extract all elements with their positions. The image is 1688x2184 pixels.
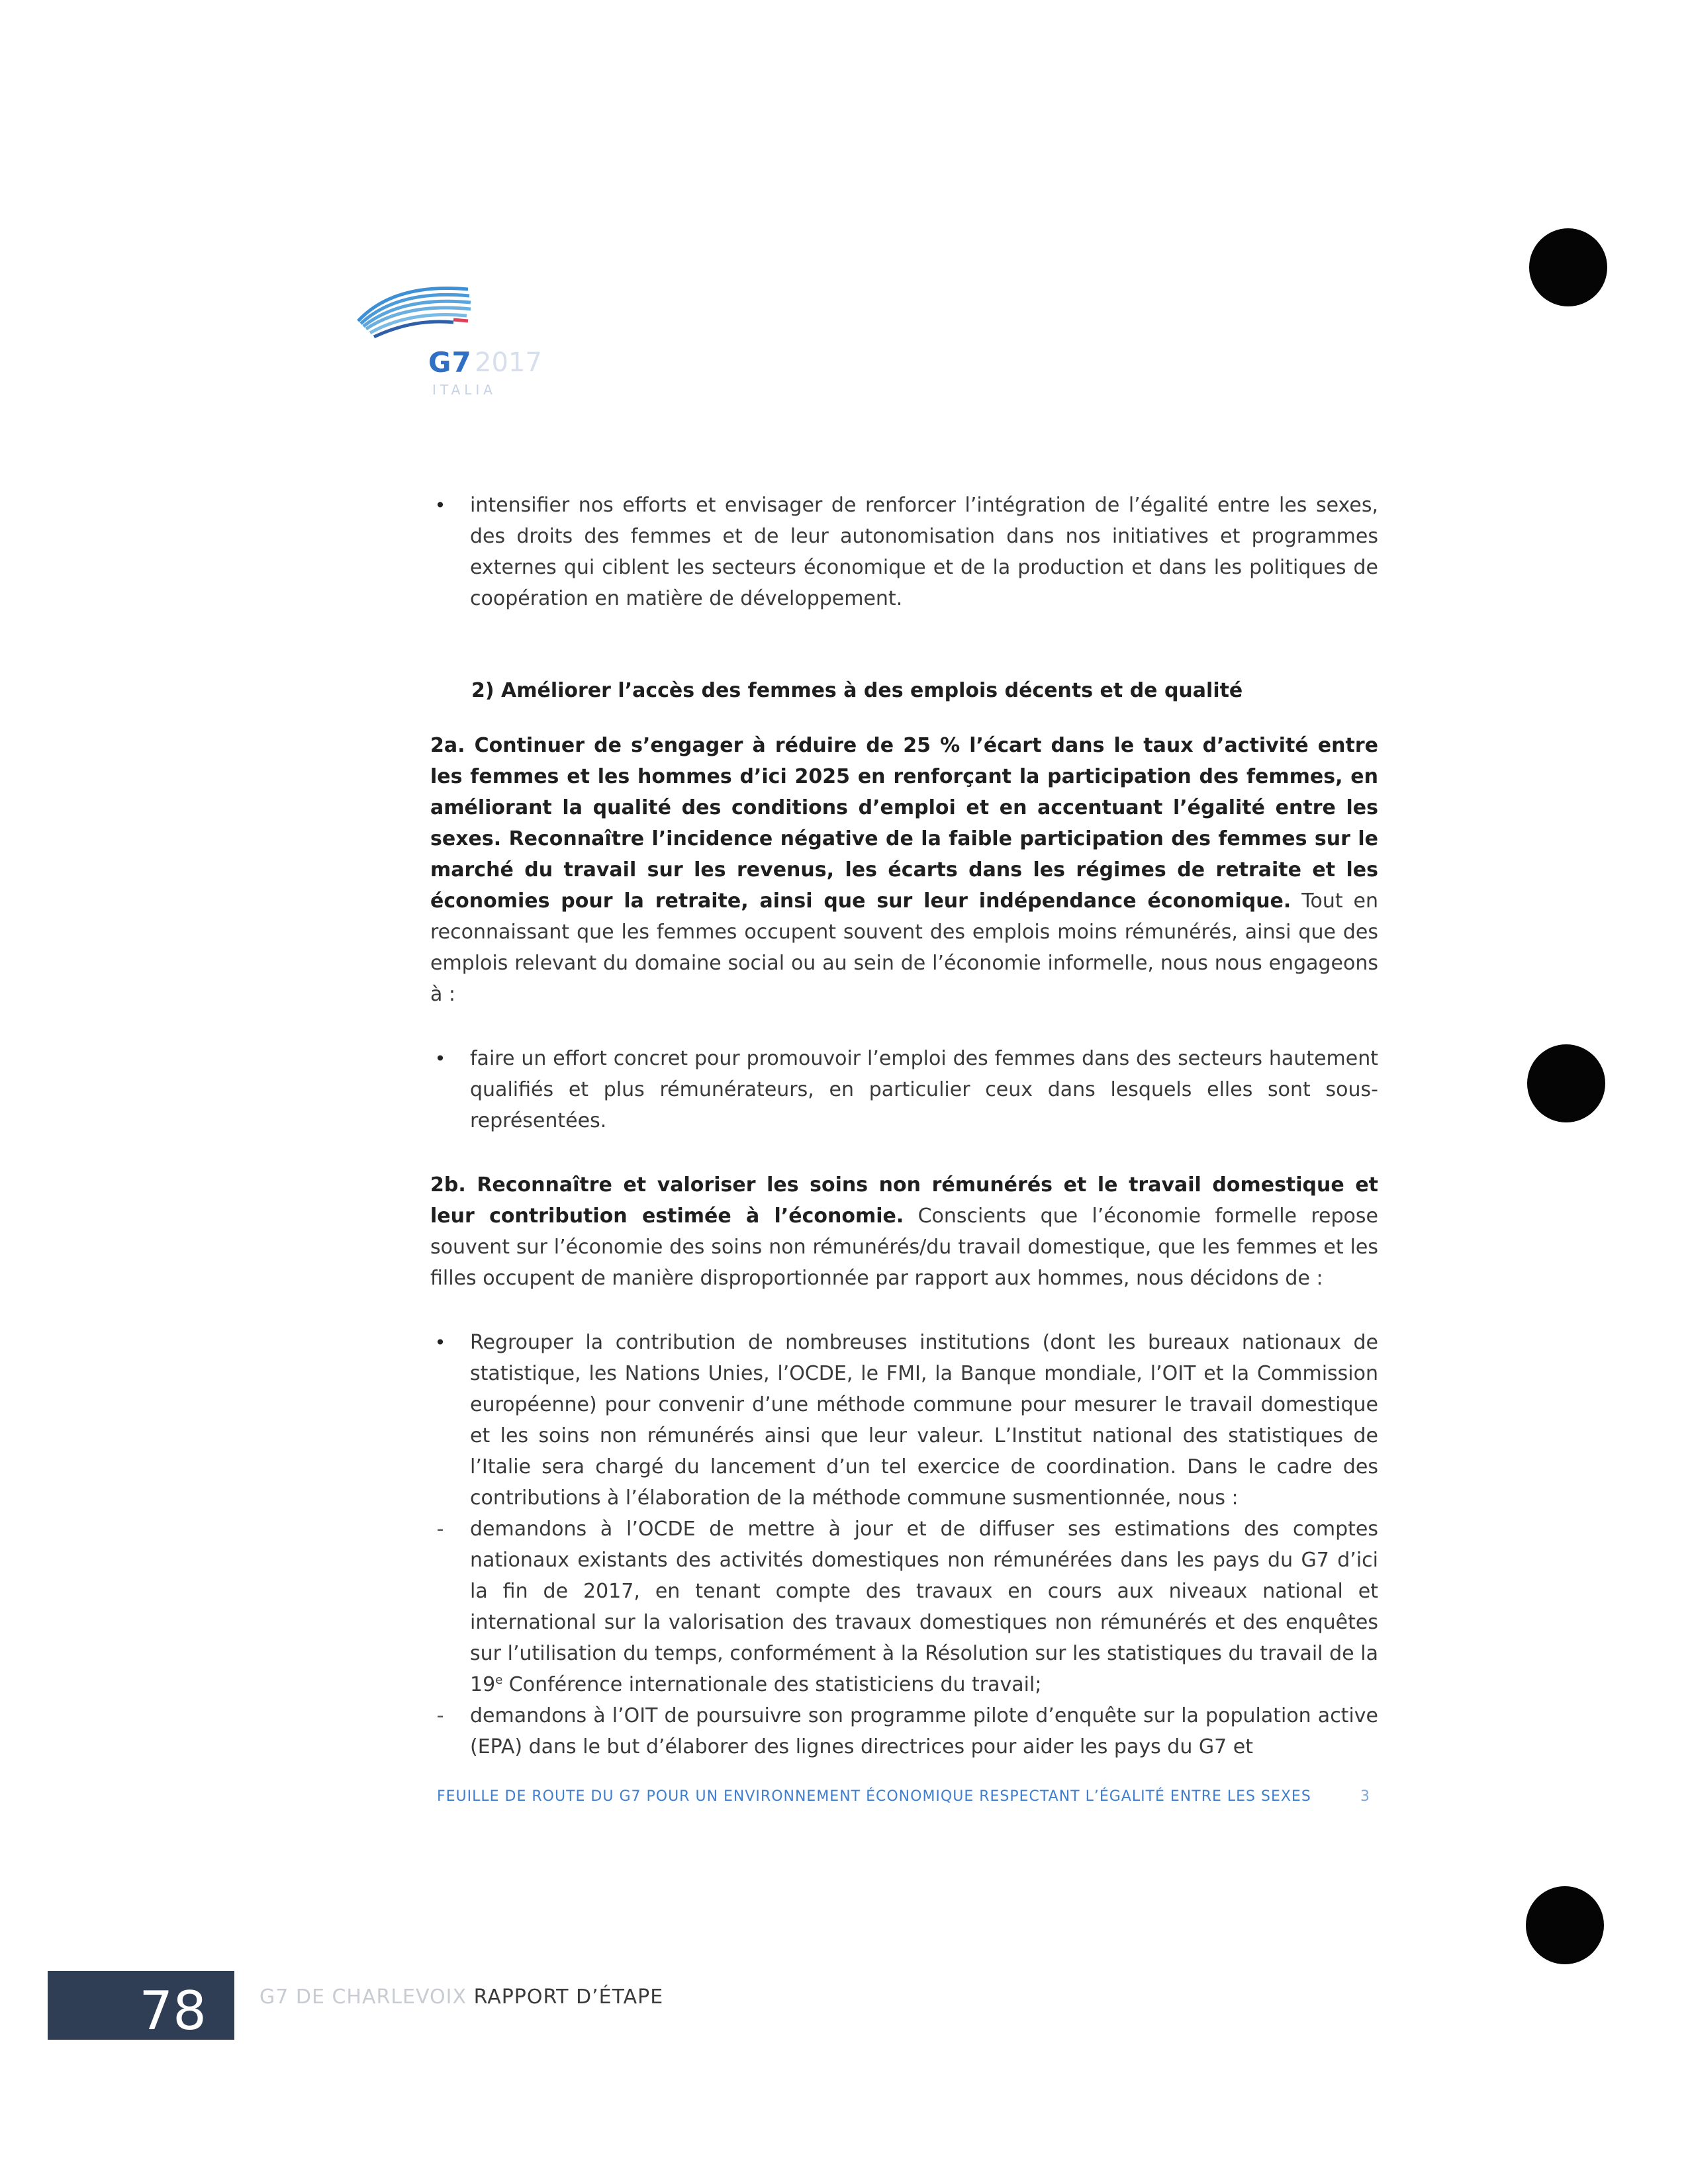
logo-year-text: 2017	[475, 347, 542, 378]
logo-country-text: ITALIA	[432, 382, 496, 398]
paragraph-2b-text: Conscients que l’économie formelle repose souvent sur l’économie des soins non rémunérés/du travail domestique, que les femmes et les filles occupent de manière disproportionnée par rapport aux hommes, nous décidons de :	[430, 1205, 1378, 1290]
bullet-text: faire un effort concret pour promouvoir l’emploi des femmes dans des secteurs hautement qualifiés et plus rémunérateurs, en particulier ceux dans lesquels elles sont sous-représentées.	[470, 1047, 1378, 1132]
dash-icon: -	[436, 1704, 444, 1727]
dash-icon: -	[436, 1518, 444, 1541]
bullet-item-1	[430, 490, 1378, 614]
document-body	[430, 490, 1378, 1762]
punch-hole-middle	[1527, 1044, 1605, 1122]
page-number: 78	[139, 1980, 207, 2042]
dash-text-a: demandons à l’OCDE de mettre à jour et de diffuser ses estimations des comptes nationaux existants des activités domestiques non rémunérées dans les pays du G7 d’ici la fin de 2017, en tenant compte des travaux en cours aux niveaux national et international sur la valorisation des travaux domestiques non rémunérés et des enquêtes sur l’utilisation du temps, conformément à la Résolution sur les statistiques du travail de la 19	[470, 1518, 1378, 1696]
report-label-text: RAPPORT D’ÉTAPE	[473, 1985, 664, 2009]
paragraph-2a-text: Tout en reconnaissant que les femmes occupent souvent des emplois moins rémunérés, ainsi que des emplois relevant du domaine social ou au sein de l’économie informelle, nous nous engageons à :	[430, 889, 1378, 1006]
paragraph-2b-bold: 2b. Reconnaître et valoriser les soins non rémunérés et le travail domestique et leur contribution estimée à l’économie.	[430, 1173, 1378, 1228]
bullet-icon: •	[434, 1332, 446, 1353]
punch-hole-top	[1529, 228, 1607, 306]
running-footer-title: FEUILLE DE ROUTE DU G7 POUR UN ENVIRONNEMENT ÉCONOMIQUE RESPECTANT L’ÉGALITÉ ENTRE LES SEXES	[437, 1788, 1311, 1805]
bullet-item-2	[430, 1043, 1378, 1136]
punch-hole-bottom	[1526, 1886, 1604, 1964]
bullet-text: intensifier nos efforts et envisager de renforcer l’intégration de l’égalité entre les sexes, des droits des femmes et de leur autonomisation dans nos initiatives et programmes externes qui ciblent les secteurs économique et de la production et dans les politiques de coopération en matière de développement.	[470, 494, 1378, 610]
logo-g7-text: G7	[428, 346, 472, 379]
g7-logo	[354, 281, 566, 414]
bullet-text: Regrouper la contribution de nombreuses institutions (dont les bureaux nationaux de statistique, les Nations Unies, l’OCDE, le FMI, la Banque mondiale, l’OIT et la Commission européenne) pour convenir d’une méthode commune pour mesurer le travail domestique et les soins non rémunérés ainsi que leur valeur. L’Institut national des statistiques de l’Italie sera chargé du lancement d’un tel exercice de coordination. Dans le cadre des contributions à l’élaboration de la méthode commune susmentionnée, nous :	[470, 1331, 1378, 1510]
dash-item-1	[430, 1514, 1378, 1700]
dash-text: demandons à l’OIT de poursuivre son programme pilote d’enquête sur la population active (EPA) dans le but d’élaborer des lignes directrices pour aider les pays du G7 et	[470, 1704, 1378, 1758]
bullet-item-3	[430, 1327, 1378, 1514]
running-footer-page-number: 3	[1360, 1788, 1370, 1805]
section-heading-2: 2) Améliorer l’accès des femmes à des emplois décents et de qualité	[471, 679, 1243, 702]
report-label	[259, 1985, 663, 2009]
paragraph-2a	[430, 730, 1378, 1010]
report-label-faint: G7 DE CHARLEVOIX	[259, 1985, 467, 2009]
running-footer	[437, 1788, 1377, 1805]
page-number-box	[48, 1971, 234, 2040]
dash-text-sup: e	[495, 1673, 503, 1687]
dash-item-2	[430, 1700, 1378, 1762]
dash-text-b: Conférence internationale des statisticiens du travail;	[502, 1673, 1042, 1696]
g7-arcs-icon	[354, 281, 487, 347]
paragraph-2a-bold: 2a. Continuer de s’engager à réduire de 25 % l’écart dans le taux d’activité entre les femmes et les hommes d’ici 2025 en renforçant la participation des femmes, en améliorant la qualité des conditions d’emploi et en accentuant l’égalité entre les sexes. Reconnaître l’incidence négative de la faible participation des femmes sur le marché du travail sur les revenus, les écarts dans les régimes de retraite et les économies pour la retraite, ainsi que sur leur indépendance économique.	[430, 734, 1378, 913]
bullet-icon: •	[434, 1048, 446, 1069]
paragraph-2b	[430, 1169, 1378, 1294]
bullet-icon: •	[434, 494, 446, 516]
